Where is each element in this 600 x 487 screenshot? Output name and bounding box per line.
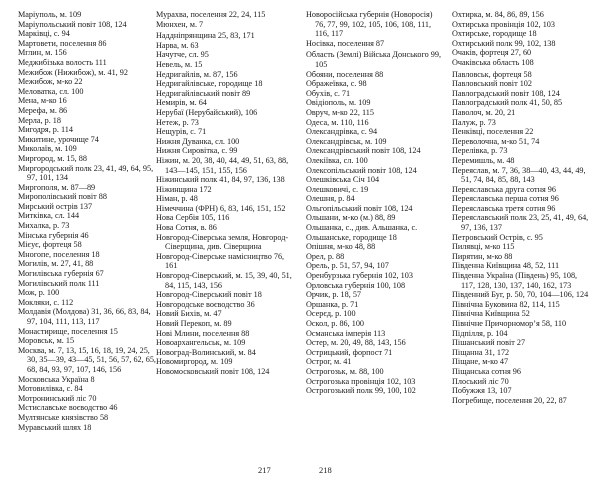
index-entry: Могилівська губернія 67 [18, 269, 104, 279]
index-entry: Олешківська Січ 104 [306, 175, 380, 185]
index-entry: Нові Млини, поселення 88 [156, 328, 250, 338]
index-entry: Ольшани, м-ко (м.) 88, 89 [306, 213, 396, 223]
index-entry: Новгород-Сіверське намісництво 76, 161 [156, 251, 285, 271]
index-entry: Новгород-Сіверська земля, Новгород-Сіверщина, див. Сіверщина [156, 232, 289, 252]
index-entry: Марківці, с. 94 [18, 29, 70, 39]
index-entry: Острогозьк, м. 88, 100 [306, 366, 384, 376]
index-entry: Мирський острів 137 [18, 201, 93, 211]
index-entry: Переяславська друга сотня 96 [452, 184, 556, 194]
index-entry: Перелівка, р. 73 [452, 146, 508, 156]
index-entry: Молдавія (Молдова) 31, 36, 66, 83, 84, 97, 104, 111, 113, 117 [18, 307, 151, 326]
index-entry: Мигодря, р. 114 [18, 125, 73, 135]
index-entry: Могилівський полк 111 [18, 278, 100, 288]
index-entry: Обояни, поселення 88 [306, 69, 384, 79]
index-entry: Могилів, м. 27, 41, 88 [18, 259, 94, 269]
index-entry: Охтирка, м. 84, 86, 89, 156 [452, 10, 544, 19]
index-entry: Нижня Сировітка, с. 99 [156, 146, 238, 156]
index-entry: Монастирище, поселення 15 [18, 326, 118, 336]
index-entry: Начутче, сл. 95 [156, 50, 209, 60]
index-entry: Погребище, поселення 20, 22, 87 [452, 395, 567, 405]
index-entry: Плоський ліс 70 [452, 376, 509, 386]
index-entry: Орловська губернія 100, 108 [306, 280, 406, 290]
index-entry: Мултянське князівство 58 [18, 412, 109, 422]
index-entry: Павловськ, фортеця 58 [452, 69, 532, 79]
index-entry: Нетеж, р. 73 [156, 117, 199, 127]
index-entry: Московська Україна 8 [18, 374, 95, 384]
index-entry: Новоросійська губернія (Новоросія) 76, 77, 99, 102, 105, 106, 108, 111, 116, 117 [306, 10, 433, 39]
index-entry: Область (Землі) Війська Донського 99, 105 [306, 50, 441, 69]
index-entry: Митківка, сл. 144 [18, 211, 80, 221]
index-entry: Носівка, поселення 87 [306, 38, 385, 48]
index-entry: Переволочна, м-ко 51, 74 [452, 136, 540, 146]
page-number: 218 [319, 465, 332, 475]
index-entry: Північне Причорномор’я 58, 110 [452, 319, 567, 328]
index-column [452, 10, 590, 405]
index-entry: Османська імперія 113 [306, 328, 386, 338]
index-entry: Новоархангельськ, м. 109 [156, 338, 246, 348]
index-column [18, 10, 156, 432]
index-entry: Межибож, м-ко 22 [18, 77, 83, 87]
index-entry: Межибож (Нижибож), м. 41, 92 [18, 67, 128, 77]
index-entry: Новоград-Волинський, м. 84 [156, 347, 256, 357]
index-entry: Переяславський полк 23, 25, 41, 49, 64, 97, 136, 137 [452, 213, 589, 233]
index-entry: Побужжя 13, 107 [452, 386, 512, 396]
index-entry: Піщанна 31, 172 [452, 347, 510, 357]
index-entry: Наддніпрянщина 25, 83, 171 [156, 31, 255, 41]
index-entry: Перемишль, м. 48 [452, 155, 515, 165]
index-entry: Охтирський полк 99, 102, 138 [452, 38, 556, 48]
index-entry: Палуж, р. 73 [452, 117, 496, 127]
index-entry: Нарва, м. 63 [156, 40, 199, 50]
index-entry: Пирятин, м-ко 88 [452, 251, 513, 261]
index-entry: Мінська губернія 46 [18, 230, 89, 240]
index-entry: Меджибізька волость 111 [18, 57, 107, 67]
index-column [156, 10, 294, 377]
index-entry: Орел, р. 88 [306, 251, 345, 261]
index-entry: Мерефа, м. 86 [18, 105, 68, 115]
index-entry: Південна Київщина 48, 52, 111 [452, 261, 560, 271]
index-entry: Многопе, поселення 18 [18, 249, 100, 259]
index-entry: Овруч, м-ко 22, 115 [306, 107, 374, 117]
index-entry: Підпілля, р. 104 [452, 328, 508, 338]
index-entry: Північна Буковина 82, 114, 115 [452, 299, 560, 309]
index-entry: Очаківська область 108 [452, 57, 534, 67]
index-entry: Миргородський полк 23, 41, 49, 64, 95, 97, 101, 134 [18, 163, 154, 183]
index-entry: Орель, р. 51, 57, 94, 107 [306, 261, 389, 271]
index-entry: Муравський шлях 18 [18, 422, 92, 432]
index-entry: Опішня, м-ко 48, 88 [306, 242, 376, 252]
index-entry: Німан, р. 48 [156, 194, 198, 204]
index-column [306, 10, 444, 396]
index-entry: Пішанський повіт 27 [452, 338, 526, 348]
index-entry: Мокляки, с. 112 [18, 297, 74, 307]
index-entry: Мерла, р. 18 [18, 115, 61, 125]
index-entry: Паволоч, м. 20, 21 [452, 107, 516, 117]
index-entry: Мена, м-ко 16 [18, 96, 67, 106]
index-entry: Піщанська сотня 96 [452, 366, 521, 376]
index-entry: Мюнхен, м. 7 [156, 19, 204, 29]
index-entry: Олешковичі, с. 19 [306, 184, 369, 194]
index-entry: Ольгопільський повіт 108, 124 [306, 203, 413, 213]
index-entry: Меловатка, сл. 100 [18, 86, 84, 96]
index-entry: Ольшанка, с., див. Альшанка, с. [306, 223, 418, 233]
index-entry: Переяславська перша сотня 96 [452, 194, 559, 204]
index-entry: Немирів, м. 64 [156, 98, 207, 108]
index-entry: Ніжинщина 172 [156, 184, 212, 194]
index-entry: Миргополя, м. 87—89 [18, 182, 96, 192]
index-entry: Ніжин, м. 20, 38, 40, 44, 49, 51, 63, 88, 143—145, 151, 155, 156 [156, 155, 289, 175]
index-entry: Петровський Острів, с. 95 [452, 232, 543, 242]
index-entry: Миргород, м. 15, 88 [18, 153, 87, 163]
index-entry: Північна Київщина 52 [452, 309, 530, 319]
index-entry: Піщане, м-ко 47 [452, 357, 509, 367]
index-entry: Недригайлівське, городище 18 [156, 79, 263, 89]
index-entry: Острогозька провінція 102, 103 [306, 376, 416, 386]
index-entry: Острогозький полк 99, 100, 102 [306, 386, 416, 396]
index-entry: Новий Бихів, м. 47 [156, 309, 222, 319]
index-entry: Новомиргород, м. 109 [156, 357, 233, 367]
index-entry: Мстиславське воєводство 46 [18, 403, 118, 413]
index-entry: Мурахва, поселення 22, 24, 115 [156, 10, 266, 19]
index-entry: Моровськ, м. 15 [18, 336, 75, 346]
index-entry: Одеса, м. 110, 116 [306, 117, 369, 127]
index-entry: Нижня Дуванка, сл. 100 [156, 136, 240, 146]
index-page-right [300, 0, 600, 487]
index-entry: Микитине, урочище 74 [18, 134, 99, 144]
index-entry: Олекіївка, сл. 100 [306, 155, 368, 165]
index-entry: Павловський повіт 102 [452, 79, 532, 89]
index-entry: Пилявці, м-ко 115 [452, 242, 515, 252]
page-number: 217 [258, 465, 271, 475]
index-entry: Острицький, форпост 71 [306, 347, 393, 357]
index-entry: Мієує, фортеця 58 [18, 240, 82, 250]
index-entry: Оршанка, р. 71 [306, 299, 359, 309]
index-entry: Новомосковський повіт 108, 124 [156, 366, 270, 376]
index-entry: Овідіополь, м. 109 [306, 98, 371, 108]
index-entry: Нещурів, с. 71 [156, 127, 207, 137]
index-entry: Олександрівський повіт 108, 124 [306, 146, 421, 156]
index-entry: Південний Буг, р. 50, 70, 104—106, 124 [452, 290, 589, 300]
index-entry: Нерубаї (Нерубайський), 106 [156, 107, 258, 117]
index-entry: Мож, р. 100 [18, 288, 60, 298]
index-entry: Невель, м. 15 [156, 59, 203, 69]
index-entry: Пенківці, поселення 22 [452, 127, 534, 137]
index-entry: Німеччина (ФРН) 6, 83, 146, 151, 152 [156, 203, 286, 213]
index-entry: Павлоградський полк 41, 50, 85 [452, 98, 563, 108]
index-entry: Переяславська третя сотня 96 [452, 203, 556, 213]
index-entry: Оскол, р. 86, 100 [306, 319, 365, 328]
index-entry: Мирополівський повіт 88 [18, 192, 107, 202]
index-entry: Мотовилівка, с. 84 [18, 384, 83, 394]
index-entry: Ображеївка, с. 98 [306, 79, 367, 89]
index-entry: Новгород-Сіверський, м. 15, 39, 40, 51, 84, 115, 143, 156 [156, 271, 292, 290]
index-entry: Недригайлів, м. 87, 156 [156, 69, 238, 79]
index-entry: Орчик, р. 18, 57 [306, 290, 362, 300]
index-entry: Недригайлівський повіт 89 [156, 88, 251, 98]
index-entry: Охтирська провінція 102, 103 [452, 19, 555, 29]
index-entry: Остер, м. 20, 49, 88, 143, 156 [306, 338, 406, 348]
index-entry: Москва, м. 7, 13, 15, 16, 18, 19, 24, 25, 30, 35—39, 43—45, 51, 56, 57, 62, 65, 68, 84, 93, 97, 107, 146, 156 [18, 345, 156, 374]
index-entry: Олешня, р. 84 [306, 194, 355, 204]
index-entry: Мглин, м. 156 [18, 48, 67, 58]
index-entry: Нова Сотня, в. 86 [156, 223, 217, 233]
index-entry: Новгород-Сіверський повіт 18 [156, 290, 262, 300]
index-entry: Маріуполь, м. 109 [18, 10, 82, 19]
index-entry: Обухів, с. 71 [306, 88, 351, 98]
index-entry: Маріупольський повіт 108, 124 [18, 19, 127, 29]
index-entry: Острог, м. 41 [306, 357, 352, 367]
index-entry: Оренбурзька губернія 102, 103 [306, 271, 413, 281]
index-entry: Осерєд, р. 100 [306, 309, 356, 319]
index-entry: Ольшанське, городище 18 [306, 232, 397, 242]
index-entry: Охтирське, городище 18 [452, 29, 537, 39]
index-entry: Олександрівськ, м. 109 [306, 136, 387, 146]
index-entry: Новий Перекоп, м. 89 [156, 319, 232, 328]
index-entry: Ніжинський полк 41, 84, 97, 136, 138 [156, 175, 285, 185]
index-entry: Миколаїв, м. 109 [18, 144, 77, 154]
index-entry: Михалка, р. 73 [18, 221, 70, 231]
index-entry: Очаків, фортеця 27, 60 [452, 48, 532, 58]
index-entry: Новгородське воєводство 36 [156, 299, 255, 309]
index-entry: Нова Сербія 105, 116 [156, 213, 230, 223]
index-entry: Олексопільський повіт 108, 124 [306, 165, 417, 175]
index-entry: Мартовети, поселення 86 [18, 38, 107, 48]
index-entry: Переяслав, м. 7, 36, 38—40, 43, 44, 49, 51, 74, 84, 85, 88, 143 [452, 165, 586, 185]
index-entry: Олександрівка, с. 94 [306, 127, 378, 137]
index-entry: Павлоградський повіт 108, 124 [452, 88, 560, 98]
index-entry: Мотронинський ліс 70 [18, 393, 97, 403]
index-entry: Південна Україна (Південь) 95, 108, 117, 128, 130, 137, 140, 162, 173 [452, 271, 578, 290]
